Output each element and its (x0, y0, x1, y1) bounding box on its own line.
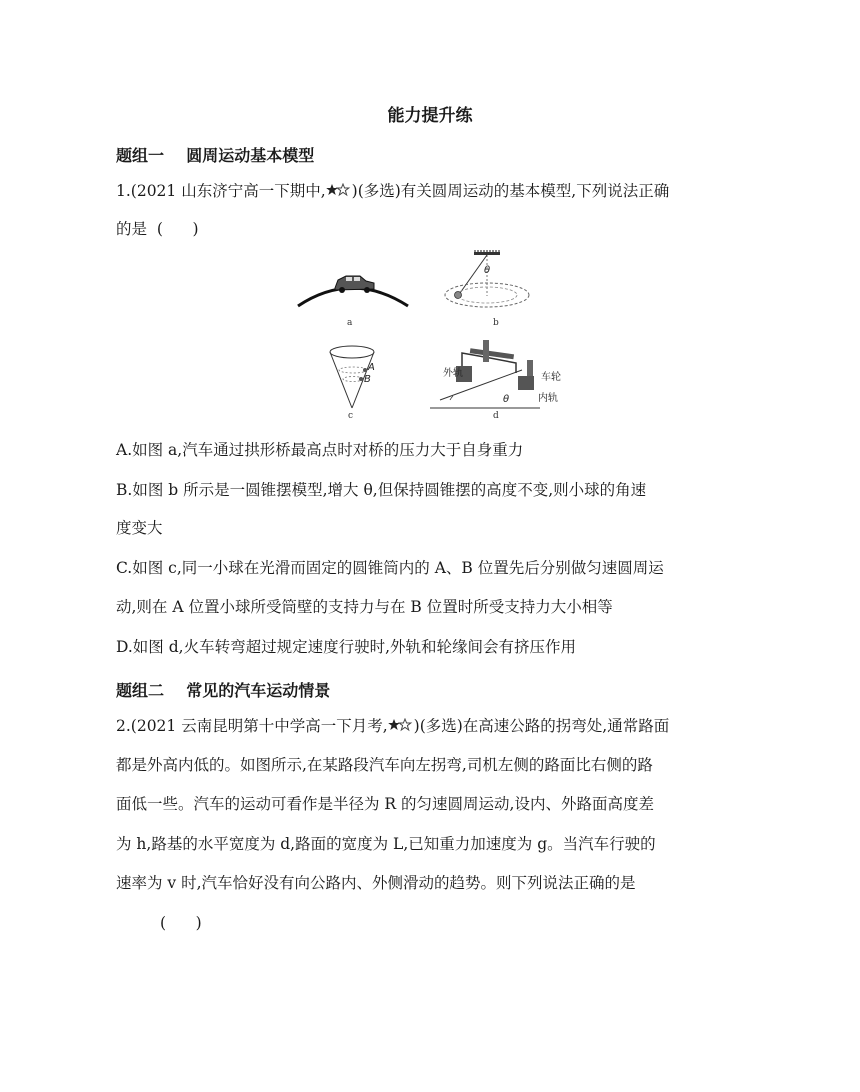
figure-c-label: c (348, 411, 354, 421)
figure-b-theta: θ (484, 265, 491, 276)
figure-a-arch-bridge (298, 276, 408, 306)
figure-c-point-a: A (368, 362, 375, 373)
figure-c-point-b: B (364, 374, 371, 385)
q1-option-c-line1: C.如图 c,同一小球在光滑而固定的圆锥筒内的 A、B 位置先后分别做匀速圆周运 (116, 559, 664, 577)
figure-d-wheel: 车轮 (541, 372, 561, 383)
figure-a-label: a (347, 318, 353, 328)
figure-d-outer-rail: 外轨 (443, 368, 463, 379)
figure-d-theta: θ (503, 394, 510, 405)
q1-option-b-line2: 度变大 (116, 519, 163, 537)
group1-heading: 题组一 圆周运动基本模型 (116, 146, 315, 165)
figure-d-inner-rail: 内轨 (538, 393, 558, 404)
q1-figure (290, 248, 560, 428)
q2-line1 (116, 716, 669, 736)
q1-source: 1.(2021 山东济宁高一下期中, (116, 182, 326, 200)
figure-d-label: d (493, 411, 499, 421)
q1-option-c-line2: 动,则在 A 位置小球所受筒壁的支持力与在 B 位置时所受支持力大小相等 (116, 598, 613, 616)
q2-line3: 面低一些。汽车的运动可看作是半径为 R 的匀速圆周运动,设内、外路面高度差 (116, 795, 654, 813)
q2-stem: )(多选)在高速公路的拐弯处,通常路面 (413, 717, 670, 735)
page-title: 能力提升练 (387, 106, 473, 126)
q2-source: 2.(2021 云南昆明第十中学高一下月考, (116, 717, 388, 735)
q1-option-a: A.如图 a,汽车通过拱形桥最高点时对桥的压力大于自身重力 (116, 441, 524, 459)
q1-stem: )(多选)有关圆周运动的基本模型,下列说法正确 (351, 182, 670, 200)
figure-b-conical-pendulum (445, 251, 529, 307)
q1-option-d: D.如图 d,火车转弯超过规定速度行驶时,外轨和轮缘间会有挤压作用 (116, 638, 577, 656)
q1-line2: 的是 ( ) (116, 220, 199, 238)
q2-answer-blank: ( ) (160, 914, 202, 932)
group2-heading: 题组二 常见的汽车运动情景 (116, 681, 331, 700)
q2-line4: 为 h,路基的水平宽度为 d,路面的宽度为 L,已知重力加速度为 g。当汽车行驶的 (116, 835, 656, 853)
figure-b-label: b (493, 318, 499, 328)
q1-line1 (116, 181, 669, 201)
difficulty-stars-icon (326, 183, 352, 197)
q2-line2: 都是外高内低的。如图所示,在某路段汽车向左拐弯,司机左侧的路面比右侧的路 (116, 756, 653, 774)
difficulty-stars-icon (388, 718, 414, 732)
q1-option-b-line1: B.如图 b 所示是一圆锥摆模型,增大 θ,但保持圆锥摆的高度不变,则小球的角速 (116, 481, 647, 499)
q2-line5: 速率为 v 时,汽车恰好没有向公路内、外侧滑动的趋势。则下列说法正确的是 (116, 874, 636, 892)
